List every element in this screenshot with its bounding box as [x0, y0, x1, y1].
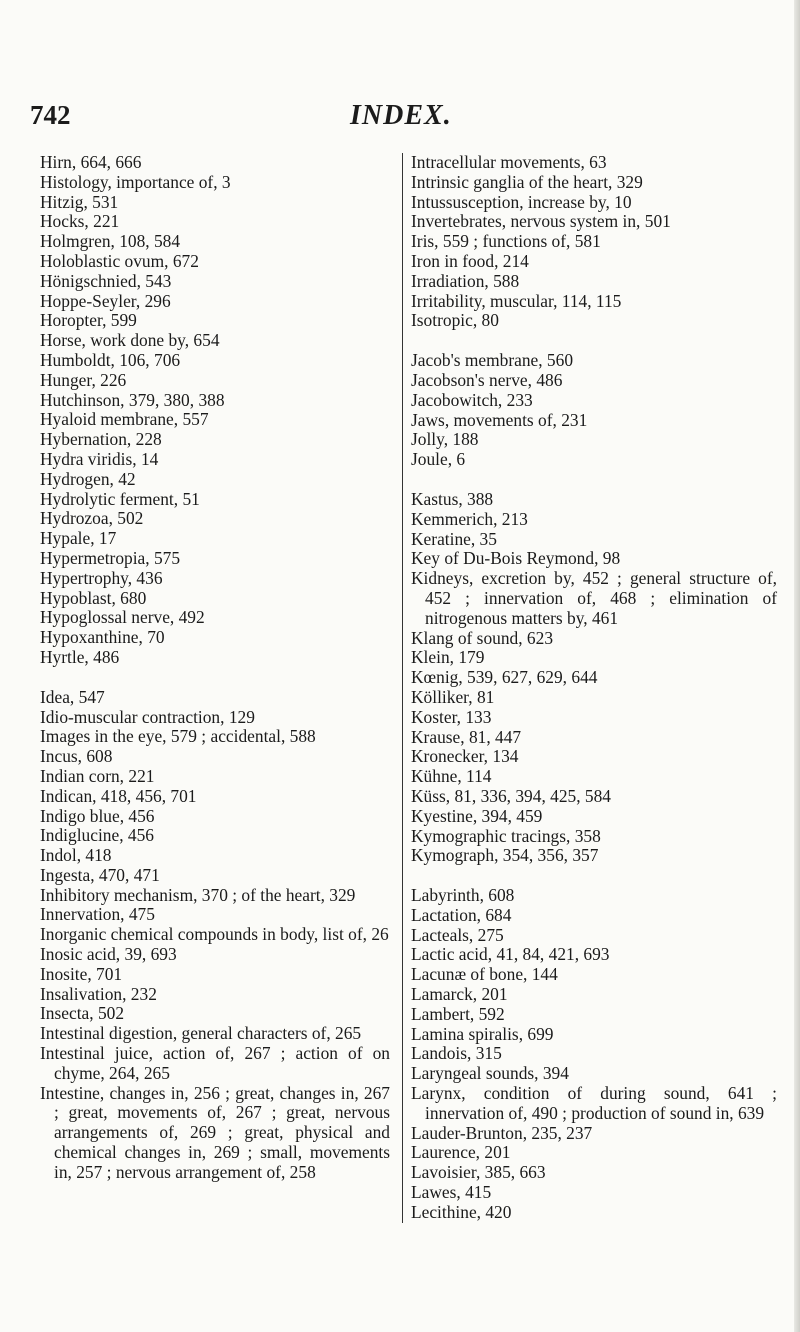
index-entry: Innervation, 475 — [40, 904, 155, 925]
index-entry: Lamina spiralis, 699 — [411, 1023, 554, 1044]
page-edge — [794, 0, 800, 1332]
index-entry: Intracellular movements, 63 — [411, 152, 607, 172]
index-entry: Irradiation, 588 — [411, 270, 520, 291]
index-entry: Koster, 133 — [411, 706, 492, 727]
index-entry: Indian corn, 221 — [40, 765, 155, 786]
index-entry: Lacteals, 275 — [411, 924, 504, 945]
index-entry: Kœnig, 539, 627, 629, 644 — [411, 667, 598, 688]
index-entry: Key of Du-Bois Reymond, 98 — [411, 548, 621, 569]
index-entry: Holmgren, 108, 584 — [40, 231, 181, 252]
index-entry: Jacobowitch, 233 — [411, 389, 533, 410]
index-column-left — [40, 153, 390, 1183]
running-head: INDEX. — [350, 100, 452, 131]
page-number: 742 — [30, 100, 71, 130]
index-entry: Hypoxanthine, 70 — [40, 627, 165, 648]
index-entry: Humboldt, 106, 706 — [40, 349, 181, 370]
index-entry: Lactation, 684 — [411, 904, 512, 925]
page-header — [0, 100, 800, 140]
index-entry: Kölliker, 81 — [411, 686, 495, 707]
index-entry: Hypale, 17 — [40, 528, 117, 549]
index-entry: Jaws, movements of, 231 — [411, 409, 588, 430]
index-entry: Kastus, 388 — [411, 488, 494, 509]
index-entry: Intestinal juice, action of, 267 ; action of on chyme, 264, 265 — [40, 1043, 390, 1083]
index-entry: Holoblastic ovum, 672 — [40, 250, 199, 271]
index-entry: Hyrtle, 486 — [40, 646, 120, 667]
index-entry: Hypoglossal nerve, 492 — [40, 607, 205, 628]
index-entry: Laryngeal sounds, 394 — [411, 1063, 569, 1084]
index-entry: Kymograph, 354, 356, 357 — [411, 845, 599, 866]
index-entry: Intestine, changes in, 256 ; great, changes in, 267 ; great, movements of, 267 ; great, nervous arrangements of, 269 ; great, physical and chemical changes in, 269 ; small, movements in, 257 ; nervous arrangement of, 258 — [40, 1082, 390, 1182]
index-entry: Isotropic, 80 — [411, 310, 499, 331]
index-entry: Hutchinson, 379, 380, 388 — [40, 389, 225, 410]
index-entry: Histology, importance of, 3 — [40, 171, 231, 192]
index-entry: Lauder-Brunton, 235, 237 — [411, 1122, 593, 1143]
index-entry: Indican, 418, 456, 701 — [40, 785, 197, 806]
index-entry: Lamarck, 201 — [411, 984, 508, 1005]
index-entry: Hoppe-Seyler, 296 — [40, 290, 171, 311]
index-entry: Hydra viridis, 14 — [40, 448, 159, 469]
section-gap — [40, 668, 390, 688]
index-entry: Indol, 418 — [40, 845, 112, 866]
index-entry: Horopter, 599 — [40, 310, 137, 331]
index-entry: Inhibitory mechanism, 370 ; of the heart, 329 — [40, 884, 356, 905]
index-entry: Images in the eye, 579 ; accidental, 588 — [40, 726, 316, 747]
index-entry: Incus, 608 — [40, 746, 113, 767]
index-entry: Idio-muscular contraction, 129 — [40, 706, 255, 727]
index-entry: Kemmerich, 213 — [411, 508, 528, 529]
index-entry: Hitzig, 531 — [40, 191, 119, 212]
index-entry: Lactic acid, 41, 84, 421, 693 — [411, 944, 610, 965]
index-entry: Krause, 81, 447 — [411, 726, 522, 747]
section-gap — [411, 331, 777, 351]
index-entry: Intussusception, increase by, 10 — [411, 191, 632, 212]
index-entry: Labyrinth, 608 — [411, 885, 515, 906]
index-entry: Inorganic chemical compounds in body, list of, 26 — [40, 924, 389, 945]
index-entry: Insecta, 502 — [40, 1003, 125, 1024]
index-entry: Jacob's membrane, 560 — [411, 350, 574, 371]
index-entry: Iron in food, 214 — [411, 250, 529, 271]
index-entry: Intrinsic ganglia of the heart, 329 — [411, 171, 643, 192]
index-entry: Inosic acid, 39, 693 — [40, 944, 177, 965]
index-entry: Hocks, 221 — [40, 211, 120, 232]
index-entry: Hypermetropia, 575 — [40, 547, 181, 568]
index-entry: Lecithine, 420 — [411, 1201, 512, 1222]
index-entry: Hydrolytic ferment, 51 — [40, 488, 200, 509]
index-entry: Jacobson's nerve, 486 — [411, 369, 563, 390]
index-entry: Kronecker, 134 — [411, 746, 519, 767]
index-entry: Kühne, 114 — [411, 766, 492, 787]
index-entry: Invertebrates, nervous system in, 501 — [411, 211, 671, 232]
index-entry: Hydrozoa, 502 — [40, 508, 144, 529]
index-entry: Jolly, 188 — [411, 429, 479, 450]
index-entry: Inosite, 701 — [40, 963, 123, 984]
index-entry: Küss, 81, 336, 394, 425, 584 — [411, 785, 612, 806]
index-entry: Hirn, 664, 666 — [40, 152, 142, 172]
index-entry: Irritability, muscular, 114, 115 — [411, 290, 622, 311]
index-entry: Landois, 315 — [411, 1043, 502, 1064]
index-entry: Kymographic tracings, 358 — [411, 825, 601, 846]
index-entry: Hybernation, 228 — [40, 429, 162, 450]
index-entry: Insalivation, 232 — [40, 983, 157, 1004]
index-entry: Ingesta, 470, 471 — [40, 864, 160, 885]
index-entry: Idea, 547 — [40, 686, 105, 707]
section-gap — [411, 866, 777, 886]
section-gap — [411, 470, 777, 490]
index-entry: Indigo blue, 456 — [40, 805, 155, 826]
index-column-right — [402, 153, 777, 1223]
index-entry: Klein, 179 — [411, 647, 485, 668]
index-entry: Lacunæ of bone, 144 — [411, 964, 558, 985]
index-entry: Klang of sound, 623 — [411, 627, 554, 648]
index-entry: Hypoblast, 680 — [40, 587, 147, 608]
index-entry: Kidneys, excretion by, 452 ; general structure of, 452 ; innervation of, 468 ; elimination of nitrogenous matters by, 461 — [411, 568, 777, 628]
index-entry: Hunger, 226 — [40, 369, 127, 390]
index-entry: Horse, work done by, 654 — [40, 330, 220, 351]
index-entry: Intestinal digestion, general characters of, 265 — [40, 1023, 362, 1044]
index-entry: Hönigschnied, 543 — [40, 270, 172, 291]
index-entry: Hyaloid membrane, 557 — [40, 409, 209, 430]
index-entry: Hydrogen, 42 — [40, 468, 136, 489]
index-entry: Lambert, 592 — [411, 1003, 505, 1024]
index-entry: Lawes, 415 — [411, 1182, 492, 1203]
index-entry: Kyestine, 394, 459 — [411, 805, 543, 826]
index-entry: Larynx, condition of during sound, 641 ; innervation of, 490 ; production of sound in, 639 — [411, 1083, 777, 1123]
index-entry: Indiglucine, 456 — [40, 825, 154, 846]
index-entry: Iris, 559 ; functions of, 581 — [411, 231, 601, 252]
index-entry: Laurence, 201 — [411, 1142, 511, 1163]
index-entry: Joule, 6 — [411, 449, 466, 470]
index-entry: Keratine, 35 — [411, 528, 497, 549]
index-entry: Hypertrophy, 436 — [40, 567, 163, 588]
index-entry: Lavoisier, 385, 663 — [411, 1162, 546, 1183]
